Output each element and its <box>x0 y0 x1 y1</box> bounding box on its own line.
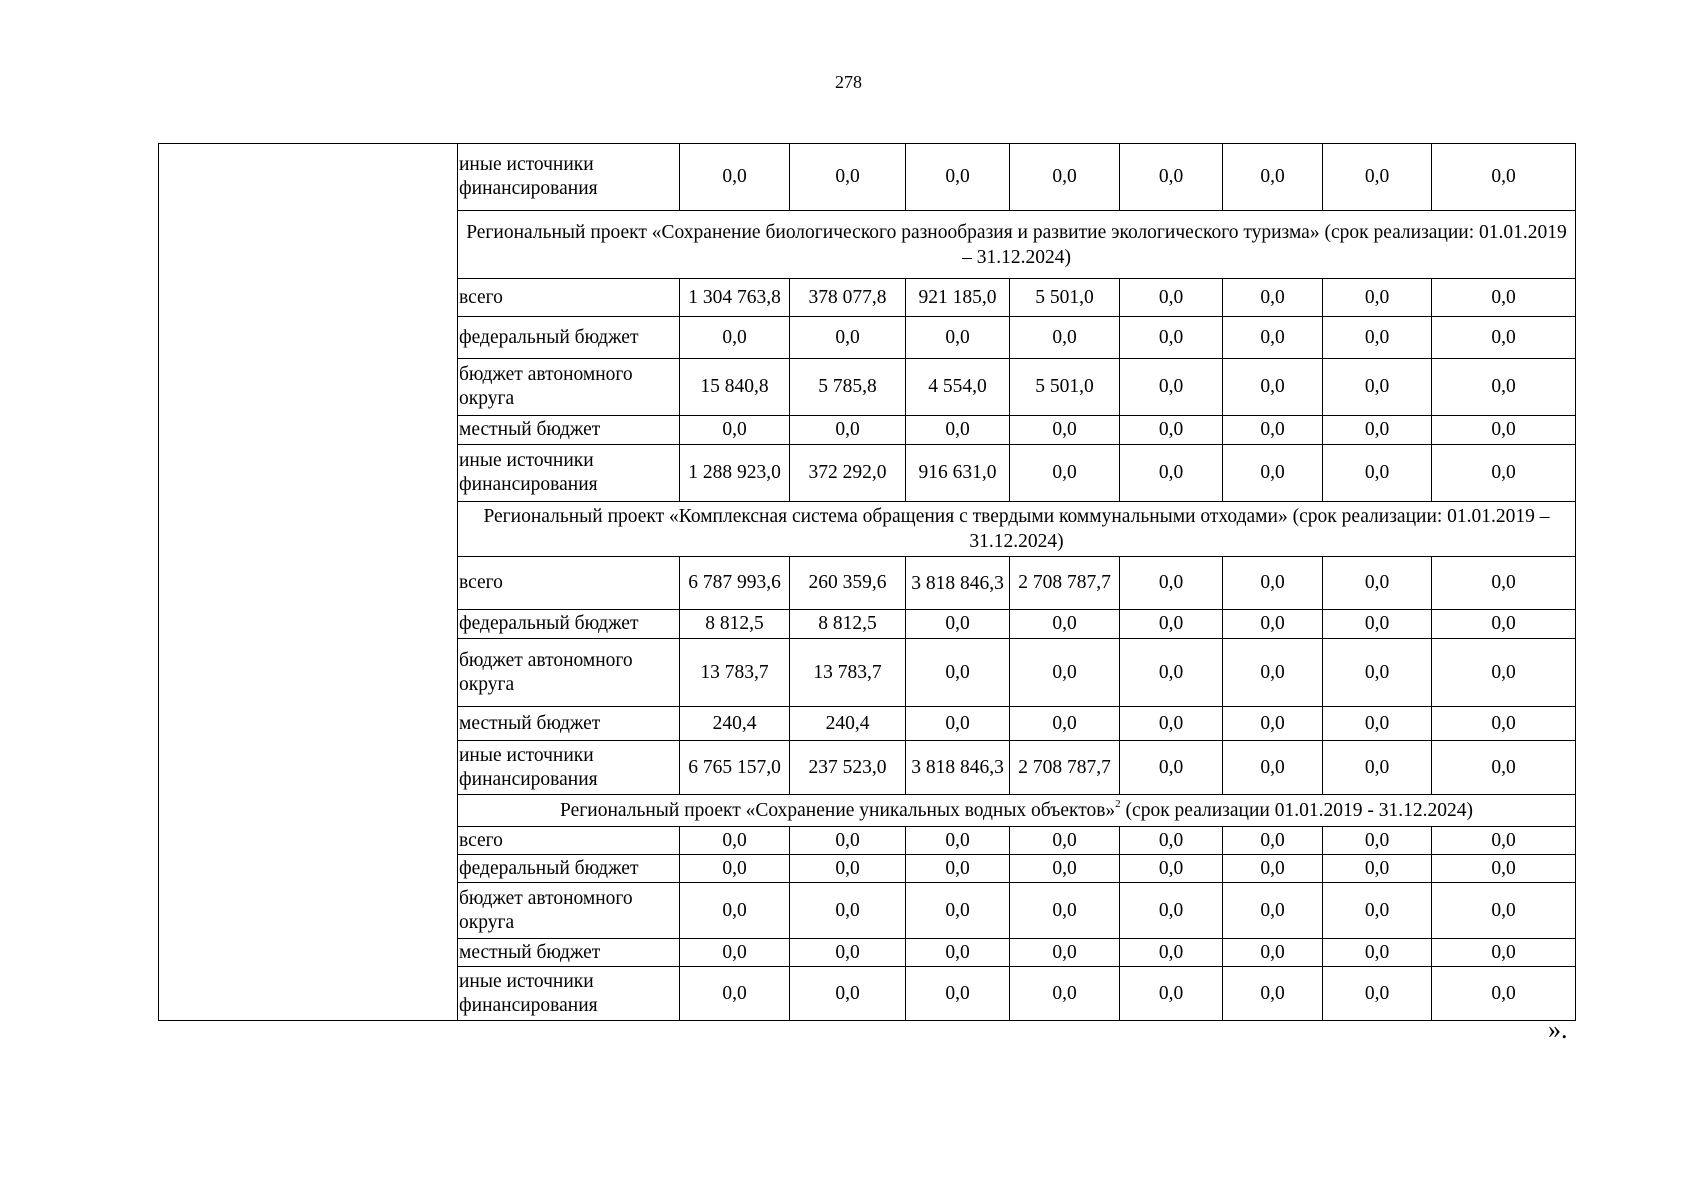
row-label: иные источники финансирования <box>458 144 680 211</box>
project-title: Региональный проект «Комплексная система обращения с твердыми коммунальными отходами» (срок реализации: 01.01.2019 – 31.12.2024) <box>458 502 1576 557</box>
table-row <box>159 144 1576 211</box>
value-cell: 0,0 <box>790 144 906 211</box>
value-cell: 0,0 <box>1223 707 1323 741</box>
value-cell: 0,0 <box>1223 445 1323 502</box>
value-cell: 0,0 <box>906 855 1010 883</box>
value-cell: 0,0 <box>1432 279 1576 317</box>
value-cell: 0,0 <box>790 855 906 883</box>
value-cell: 0,0 <box>790 827 906 855</box>
value-cell: 0,0 <box>906 883 1010 939</box>
value-cell: 0,0 <box>1010 967 1120 1021</box>
value-cell: 0,0 <box>1223 883 1323 939</box>
value-cell: 0,0 <box>1120 279 1223 317</box>
value-cell: 0,0 <box>1432 144 1576 211</box>
value-cell: 0,0 <box>1120 317 1223 359</box>
value-cell: 0,0 <box>1120 939 1223 967</box>
value-cell: 5 785,8 <box>790 359 906 416</box>
value-cell: 3 818 846,3 <box>906 557 1010 610</box>
value-cell: 0,0 <box>1432 639 1576 707</box>
value-cell: 0,0 <box>1323 639 1432 707</box>
value-cell: 0,0 <box>790 967 906 1021</box>
value-cell: 0,0 <box>1120 144 1223 211</box>
value-cell: 0,0 <box>1223 279 1323 317</box>
value-cell: 0,0 <box>1432 416 1576 445</box>
value-cell: 6 765 157,0 <box>680 741 790 795</box>
value-cell: 0,0 <box>1120 416 1223 445</box>
value-cell: 0,0 <box>1120 610 1223 639</box>
value-cell: 240,4 <box>680 707 790 741</box>
value-cell: 0,0 <box>1323 855 1432 883</box>
value-cell: 0,0 <box>1323 359 1432 416</box>
value-cell: 916 631,0 <box>906 445 1010 502</box>
value-cell: 0,0 <box>1223 827 1323 855</box>
value-cell: 0,0 <box>1432 557 1576 610</box>
value-cell: 0,0 <box>1223 416 1323 445</box>
row-label: федеральный бюджет <box>458 317 680 359</box>
row-label: всего <box>458 279 680 317</box>
value-cell: 0,0 <box>1223 639 1323 707</box>
value-cell: 1 288 923,0 <box>680 445 790 502</box>
value-cell: 0,0 <box>1120 639 1223 707</box>
row-label: всего <box>458 827 680 855</box>
value-cell: 0,0 <box>1010 707 1120 741</box>
value-cell: 0,0 <box>1432 967 1576 1021</box>
value-cell: 0,0 <box>680 967 790 1021</box>
value-cell: 2 708 787,7 <box>1010 741 1120 795</box>
value-cell: 0,0 <box>1010 855 1120 883</box>
value-cell: 0,0 <box>680 144 790 211</box>
table-body <box>159 144 1576 1021</box>
row-label: всего <box>458 557 680 610</box>
page-number: 278 <box>835 72 862 92</box>
value-cell: 0,0 <box>906 827 1010 855</box>
value-cell: 0,0 <box>1120 827 1223 855</box>
value-cell: 0,0 <box>790 416 906 445</box>
value-cell: 0,0 <box>906 144 1010 211</box>
project-title: Региональный проект «Сохранение биологического разнообразия и развитие экологического туризма» (срок реализации: 01.01.2019 – 31.12.2024) <box>458 211 1576 279</box>
value-cell: 0,0 <box>680 317 790 359</box>
footnote-mark: 2 <box>1115 797 1121 810</box>
value-cell: 0,0 <box>1120 883 1223 939</box>
row-label: бюджет автономного округа <box>458 883 680 939</box>
value-cell: 1 304 763,8 <box>680 279 790 317</box>
value-cell: 0,0 <box>1010 144 1120 211</box>
value-cell: 3 818 846,3 <box>906 741 1010 795</box>
value-cell: 0,0 <box>906 610 1010 639</box>
value-cell: 0,0 <box>1223 317 1323 359</box>
value-cell: 0,0 <box>1120 359 1223 416</box>
value-cell: 0,0 <box>1223 939 1323 967</box>
value-cell: 0,0 <box>1010 939 1120 967</box>
value-cell: 0,0 <box>1120 707 1223 741</box>
value-cell: 0,0 <box>1223 610 1323 639</box>
value-cell: 0,0 <box>1010 639 1120 707</box>
value-cell: 0,0 <box>906 939 1010 967</box>
row-label: местный бюджет <box>458 416 680 445</box>
value-cell: 6 787 993,6 <box>680 557 790 610</box>
value-cell: 372 292,0 <box>790 445 906 502</box>
row-label: федеральный бюджет <box>458 855 680 883</box>
value-cell: 0,0 <box>1223 967 1323 1021</box>
value-cell: 8 812,5 <box>680 610 790 639</box>
value-cell: 5 501,0 <box>1010 279 1120 317</box>
value-cell: 0,0 <box>1223 855 1323 883</box>
value-cell: 15 840,8 <box>680 359 790 416</box>
value-cell: 0,0 <box>1432 939 1576 967</box>
row-label: иные источники финансирования <box>458 445 680 502</box>
value-cell: 0,0 <box>1010 416 1120 445</box>
row-label: бюджет автономного округа <box>458 359 680 416</box>
value-cell: 0,0 <box>1323 610 1432 639</box>
value-cell: 0,0 <box>790 939 906 967</box>
value-cell: 0,0 <box>1432 317 1576 359</box>
value-cell: 0,0 <box>1432 610 1576 639</box>
row-label: федеральный бюджет <box>458 610 680 639</box>
value-cell: 0,0 <box>906 416 1010 445</box>
value-cell: 0,0 <box>680 827 790 855</box>
value-cell: 0,0 <box>1120 855 1223 883</box>
value-cell: 0,0 <box>1323 707 1432 741</box>
value-cell: 0,0 <box>1010 317 1120 359</box>
row-label: местный бюджет <box>458 707 680 741</box>
closing-quote-mark: ». <box>1548 1015 1568 1044</box>
value-cell: 13 783,7 <box>790 639 906 707</box>
value-cell: 0,0 <box>1120 445 1223 502</box>
value-cell: 0,0 <box>1432 445 1576 502</box>
project-title-text-tail: (срок реализации 01.01.2019 - 31.12.2024) <box>1120 800 1473 821</box>
value-cell: 0,0 <box>1323 827 1432 855</box>
value-cell: 0,0 <box>680 855 790 883</box>
value-cell: 0,0 <box>1223 144 1323 211</box>
value-cell: 0,0 <box>1323 445 1432 502</box>
row-label: бюджет автономного округа <box>458 639 680 707</box>
value-cell: 0,0 <box>680 416 790 445</box>
value-cell: 0,0 <box>1223 359 1323 416</box>
value-cell: 0,0 <box>1323 883 1432 939</box>
value-cell: 0,0 <box>1323 317 1432 359</box>
value-cell: 0,0 <box>1323 279 1432 317</box>
value-cell: 0,0 <box>1010 445 1120 502</box>
value-cell: 0,0 <box>1323 144 1432 211</box>
value-cell: 0,0 <box>1323 939 1432 967</box>
value-cell: 0,0 <box>1010 827 1120 855</box>
value-cell: 0,0 <box>1120 741 1223 795</box>
value-cell: 0,0 <box>1323 416 1432 445</box>
value-cell: 240,4 <box>790 707 906 741</box>
empty-left-column <box>159 144 458 1021</box>
value-cell: 0,0 <box>1432 707 1576 741</box>
project-title <box>458 795 1576 827</box>
value-cell: 0,0 <box>1323 741 1432 795</box>
value-cell: 0,0 <box>1432 827 1576 855</box>
value-cell: 0,0 <box>906 639 1010 707</box>
financing-table <box>158 143 1576 1021</box>
value-cell: 0,0 <box>1010 883 1120 939</box>
value-cell: 0,0 <box>1432 741 1576 795</box>
value-cell: 378 077,8 <box>790 279 906 317</box>
value-cell: 0,0 <box>790 883 906 939</box>
value-cell: 0,0 <box>1432 855 1576 883</box>
row-label: местный бюджет <box>458 939 680 967</box>
value-cell: 8 812,5 <box>790 610 906 639</box>
value-cell: 0,0 <box>1323 557 1432 610</box>
value-cell: 4 554,0 <box>906 359 1010 416</box>
value-cell: 0,0 <box>680 883 790 939</box>
value-cell: 0,0 <box>1432 883 1576 939</box>
value-cell: 0,0 <box>1120 967 1223 1021</box>
value-cell: 0,0 <box>906 317 1010 359</box>
value-cell: 0,0 <box>1223 741 1323 795</box>
value-cell: 0,0 <box>790 317 906 359</box>
value-cell: 0,0 <box>906 707 1010 741</box>
row-label: иные источники финансирования <box>458 967 680 1021</box>
value-cell: 0,0 <box>1120 557 1223 610</box>
value-cell: 5 501,0 <box>1010 359 1120 416</box>
row-label: иные источники финансирования <box>458 741 680 795</box>
value-cell: 13 783,7 <box>680 639 790 707</box>
value-cell: 260 359,6 <box>790 557 906 610</box>
value-cell: 237 523,0 <box>790 741 906 795</box>
value-cell: 0,0 <box>680 939 790 967</box>
project-title-text: Региональный проект «Сохранение уникальных водных объектов» <box>560 800 1116 821</box>
value-cell: 2 708 787,7 <box>1010 557 1120 610</box>
value-cell: 0,0 <box>1223 557 1323 610</box>
value-cell: 0,0 <box>1323 967 1432 1021</box>
value-cell: 0,0 <box>1010 610 1120 639</box>
value-cell: 0,0 <box>906 967 1010 1021</box>
value-cell: 921 185,0 <box>906 279 1010 317</box>
value-cell: 0,0 <box>1432 359 1576 416</box>
